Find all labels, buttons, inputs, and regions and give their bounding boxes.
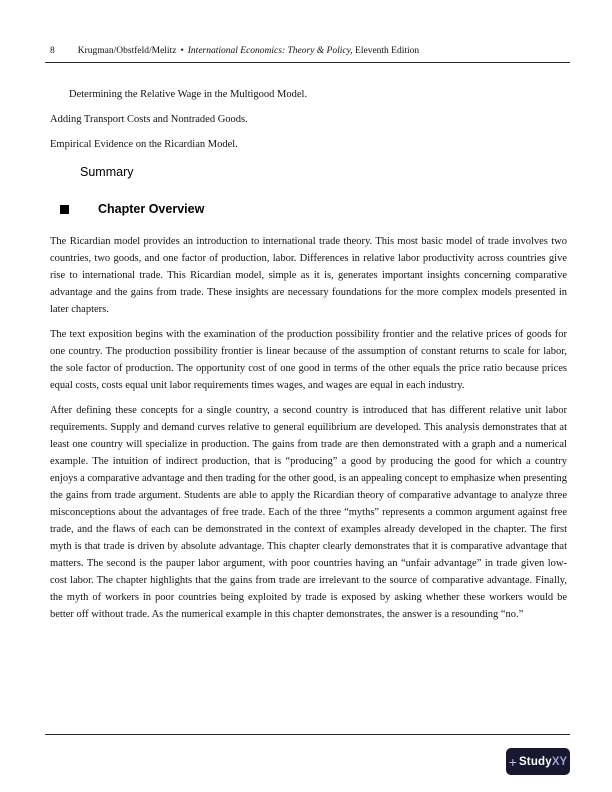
studyxy-logo [506,748,570,775]
chapter-overview-heading [60,202,567,217]
page-body [50,86,567,623]
header-authors: Krugman/Obstfeld/Melitz [77,46,177,56]
square-bullet-icon [60,205,69,214]
paragraph-block [50,233,567,623]
page-header [45,45,570,63]
header-book-title: International Economics: Theory & Policy, [187,46,353,56]
plus-icon: + [508,753,517,770]
outline-line: Adding Transport Costs and Nontraded Goods. [50,114,248,125]
paragraph: After defining these concepts for a single country, a second country is introduced that has different relative unit labor requirements. Supply and demand curves relative to general equilibrium are developed. This analysis demonstrates that at least one country will specialize in production. The gains from trade are then demonstrated with a graph and a numerical example. The intuition of indirect production, that is “producing” a good by producing the good for which a country enjoys a comparative advantage and then trading for the other good, is an appealing concept to emphasize when presenting the gains from trade argument. Students are able to apply the Ricardian theory of comparative advantage to analyze three misconceptions about the advantages of free trade. Each of the three “myths” represents a common argument against free trade, and the flaws of each can be demonstrated in the context of examples already developed in the chapter. The first myth is that trade is driven by absolute advantage. This chapter clearly demonstrates that it is comparative advantage that matters. The second is the pauper labor argument, with poor countries having an “unfair advantage” in trade given low-cost labor. The chapter highlights that the gains from trade are irrelevant to the source of comparative advantage. Finally, the myth of workers in poor countries being exploited by trade is exposed by asking whether these workers would be better off without trade. As the numerical example in this chapter demonstrates, the answer is a resounding “no.” [50,405,567,620]
footer-divider [45,734,570,735]
chapter-overview-label: Chapter Overview [98,202,205,216]
outline-line: Empirical Evidence on the Ricardian Model. [50,139,238,150]
paragraph: The text exposition begins with the examination of the production possibility frontier and the relative prices of goods for one country. The production possibility frontier is linear because of the assumption of constant returns to scale for labor, the sole factor of production. The opportunity cost of one good in terms of the other equals the price ratio because prices equal costs, costs equal unit labor requirements times wages, and wages are equal in each industry. [50,329,567,391]
summary-heading: Summary [80,165,134,179]
logo-text-study: Study [518,755,552,768]
logo-text-xy: XY [551,755,568,768]
paragraph: The Ricardian model provides an introduction to international trade theory. This most basic model of trade involves two countries, two goods, and one factor of production, labor. Differences in relative labor productivity across countries give rise to international trade. This Ricardian model, simple as it is, generates important insights concerning comparative advantage and the gains from trade. These insights are necessary foundations for the more complex models presented in later chapters. [50,236,567,315]
header-separator-icon: • [180,46,184,56]
page-number: 8 [50,46,55,56]
outline-line: Determining the Relative Wage in the Multigood Model. [69,89,308,100]
header-edition: Eleventh Edition [355,46,420,56]
